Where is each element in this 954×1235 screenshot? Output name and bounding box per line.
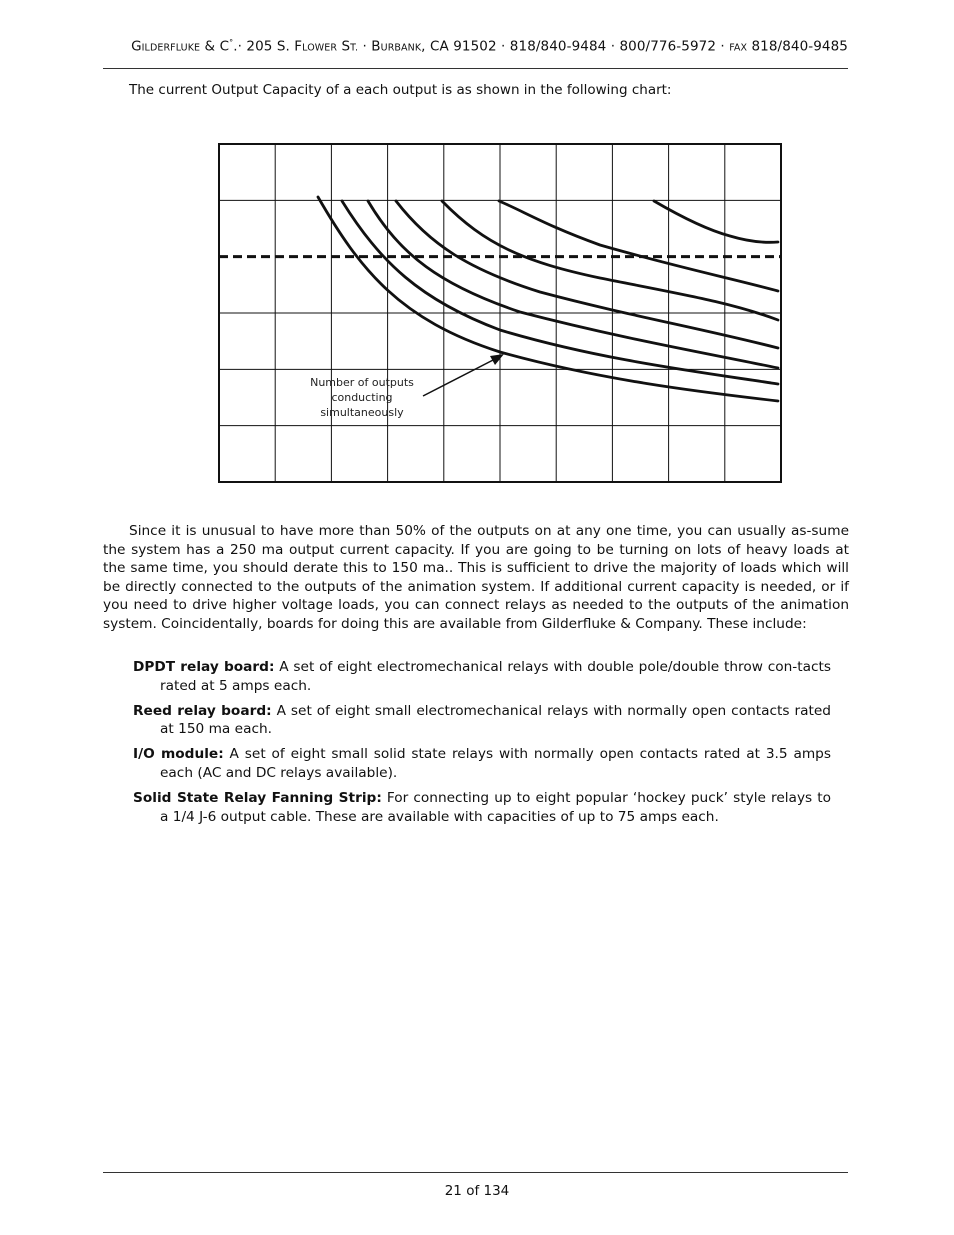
page-number: 21 of 134 — [444, 1183, 510, 1199]
header-city-initial: B — [371, 38, 381, 55]
relay-board-list — [133, 658, 831, 833]
header-degree: ° — [229, 38, 234, 47]
header-street-number: .· 205 S. — [233, 38, 295, 55]
header-street-name: LOWER — [302, 42, 338, 54]
intro-text: The current Output Capacity of a each output is as shown in the following chart: — [129, 82, 672, 98]
annotation-line-1: Number of outputs — [310, 376, 414, 389]
item-term: I/O module: — [133, 746, 224, 763]
capacity-curve — [499, 201, 778, 291]
annotation-arrow-head — [490, 354, 504, 365]
capacity-curve — [654, 201, 778, 242]
chart-curves — [318, 197, 778, 401]
header-street-suffix-initial: S — [337, 38, 351, 55]
header-company-initial: G — [131, 38, 142, 55]
item-term: Solid State Relay Fanning Strip: — [133, 790, 382, 807]
item-description: A set of eight electromechanical relays with double pole/double throw con-tacts rated at 5 amps each. — [160, 659, 831, 694]
annotation-line-3: simultaneously — [320, 406, 404, 419]
header-separator: · — [358, 38, 372, 55]
footer-rule — [103, 1172, 848, 1173]
capacity-curve — [368, 201, 778, 368]
annotation-line-2: conducting — [331, 391, 393, 404]
output-capacity-chart — [0, 0, 954, 500]
list-item — [133, 702, 831, 739]
item-term: Reed relay board: — [133, 702, 272, 719]
header-fax-label: FAX — [729, 42, 748, 54]
header-fax-number: 818/840-9485 — [747, 38, 848, 55]
header-street-initial: F — [294, 38, 303, 55]
list-item — [133, 745, 831, 782]
header-city-name: URBANK — [380, 42, 422, 54]
item-term: DPDT relay board: — [133, 659, 275, 675]
list-item — [133, 658, 831, 695]
header-street-suffix: T. — [350, 42, 359, 54]
header-phone-numbers: , CA 91502 · 818/840-9484 · 800/776-5972 · — [421, 38, 730, 55]
item-description: A set of eight small solid state relays with normally open contacts rated at 3.5 amps each (AC and DC relays available). — [160, 746, 832, 781]
list-item — [133, 789, 831, 826]
header-company-name: ILDERFLUKE — [141, 42, 201, 54]
chart-annotation — [310, 354, 504, 419]
item-description: For connecting up to eight popular ‘hockey puck’ style relays to a 1/4 J-6 output cable. These are available with capacities of up to 75 amps each. — [160, 790, 832, 825]
chart-grid — [219, 144, 781, 482]
body-paragraph: Since it is unusual to have more than 50% of the outputs on at any one time, you can usually as-sume the system has a 250 ma output current capacity. If you are going to be turning on lots of heavy loads at the same time, you should derate this to 150 ma.. This is sufficient to drive the majority of loads which will be directly connected to the outputs of the animation system. If additional current capacity is needed, or if you need to drive higher voltage loads, you can connect relays as needed to the outputs of the animation system. Coincidentally, boards for doing this are available from Gilderfluke & Company. These include: — [103, 523, 849, 632]
header-amp-co: & C — [204, 38, 230, 55]
item-description: A set of eight small electromechanical relays with normally open contacts rated at 150 ma each. — [160, 702, 831, 738]
annotation-arrow-shaft — [423, 358, 497, 396]
